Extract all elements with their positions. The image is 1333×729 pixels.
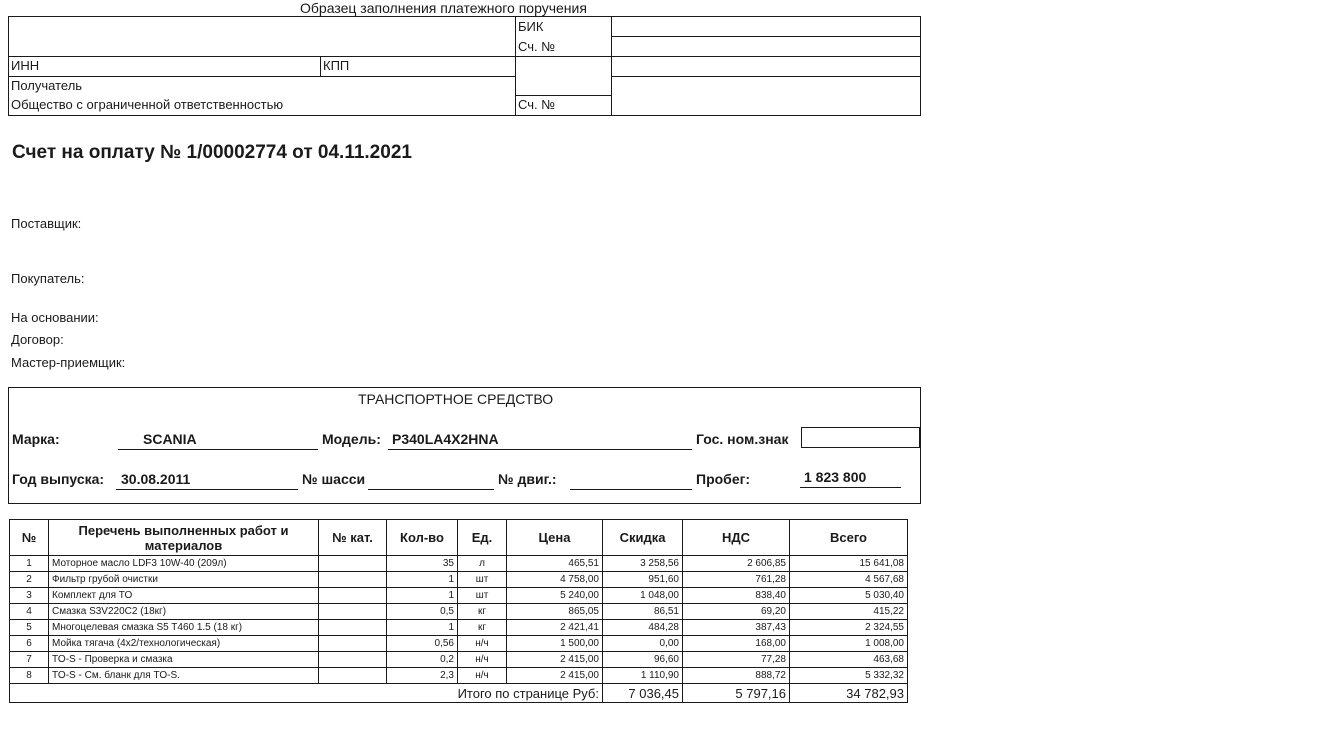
- row-discount: 96,60: [603, 652, 683, 668]
- row-total: 15 641,08: [790, 556, 908, 572]
- row-number: 4: [10, 604, 49, 620]
- row-catalog: [319, 668, 387, 684]
- col-number: №: [10, 520, 49, 556]
- engine-label: № двиг.:: [498, 471, 557, 487]
- row-number: 8: [10, 668, 49, 684]
- row-unit: кг: [458, 620, 507, 636]
- row-vat: 77,28: [683, 652, 790, 668]
- row-description: Комплект для ТО: [49, 588, 319, 604]
- table-row: [10, 620, 908, 636]
- master-label: Мастер-приемщик:: [11, 355, 126, 370]
- model-label: Модель:: [322, 431, 381, 447]
- row-quantity: 1: [387, 620, 458, 636]
- row-price: 2 415,00: [507, 668, 603, 684]
- chassis-label: № шасси: [302, 471, 366, 487]
- plate-label: Гос. ном.знак: [696, 431, 789, 447]
- row-price: 1 500,00: [507, 636, 603, 652]
- row-number: 5: [10, 620, 49, 636]
- row-discount: 1 048,00: [603, 588, 683, 604]
- total-sum: 34 782,93: [790, 684, 908, 703]
- table-row: [10, 668, 908, 684]
- row-vat: 2 606,85: [683, 556, 790, 572]
- row-unit: л: [458, 556, 507, 572]
- row-catalog: [319, 636, 387, 652]
- items-table: [9, 519, 908, 703]
- row-unit: шт: [458, 588, 507, 604]
- row-discount: 1 110,90: [603, 668, 683, 684]
- row-discount: 86,51: [603, 604, 683, 620]
- row-catalog: [319, 588, 387, 604]
- payment-sample-title: Образец заполнения платежного поручения: [300, 0, 587, 16]
- row-catalog: [319, 604, 387, 620]
- row-vat: 168,00: [683, 636, 790, 652]
- row-price: 4 758,00: [507, 572, 603, 588]
- recipient-label: Получатель: [11, 78, 83, 93]
- basis-label: На основании:: [11, 310, 99, 325]
- model-value: P340LA4X2HNA: [392, 431, 499, 447]
- row-description: Смазка S3V220C2 (18кг): [49, 604, 319, 620]
- contract-label: Договор:: [11, 332, 64, 347]
- row-number: 6: [10, 636, 49, 652]
- row-description: Мойка тягача (4x2/технологическая): [49, 636, 319, 652]
- mileage-value: 1 823 800: [804, 469, 867, 485]
- col-discount: Скидка: [603, 520, 683, 556]
- row-catalog: [319, 556, 387, 572]
- total-label: Итого по странице Руб:: [10, 684, 603, 703]
- row-quantity: 0,2: [387, 652, 458, 668]
- year-label: Год выпуска:: [12, 471, 105, 487]
- col-catalog: № кат.: [319, 520, 387, 556]
- row-quantity: 1: [387, 572, 458, 588]
- row-quantity: 0,56: [387, 636, 458, 652]
- row-total: 5 030,40: [790, 588, 908, 604]
- brand-label: Марка:: [12, 431, 60, 447]
- row-discount: 0,00: [603, 636, 683, 652]
- inn-label: ИНН: [11, 58, 40, 73]
- row-catalog: [319, 572, 387, 588]
- col-description: Перечень выполненных работ и материалов: [49, 520, 319, 556]
- col-total: Всего: [790, 520, 908, 556]
- row-vat: 761,28: [683, 572, 790, 588]
- supplier-label: Поставщик:: [11, 216, 82, 231]
- row-total: 463,68: [790, 652, 908, 668]
- row-number: 2: [10, 572, 49, 588]
- table-row: [10, 588, 908, 604]
- invoice-title: Счет на оплату № 1/00002774 от 04.11.2021: [12, 142, 412, 163]
- col-unit: Ед.: [458, 520, 507, 556]
- row-unit: кг: [458, 604, 507, 620]
- plate-value-box: [801, 427, 920, 448]
- row-total: 2 324,55: [790, 620, 908, 636]
- row-total: 5 332,32: [790, 668, 908, 684]
- account-label-2: Сч. №: [518, 97, 556, 112]
- table-row: [10, 572, 908, 588]
- row-number: 7: [10, 652, 49, 668]
- row-price: 465,51: [507, 556, 603, 572]
- row-vat: 888,72: [683, 668, 790, 684]
- bik-label: БИК: [518, 19, 544, 34]
- row-catalog: [319, 620, 387, 636]
- table-row: [10, 556, 908, 572]
- row-unit: н/ч: [458, 668, 507, 684]
- table-header-row: [10, 520, 908, 556]
- row-price: 2 421,41: [507, 620, 603, 636]
- row-discount: 951,60: [603, 572, 683, 588]
- row-description: Моторное масло LDF3 10W-40 (209л): [49, 556, 319, 572]
- row-catalog: [319, 652, 387, 668]
- recipient-company: Общество с ограниченной ответственностью: [11, 97, 284, 112]
- row-description: TO-S - См. бланк для TO-S.: [49, 668, 319, 684]
- row-discount: 484,28: [603, 620, 683, 636]
- buyer-label: Покупатель:: [11, 271, 85, 286]
- row-number: 3: [10, 588, 49, 604]
- row-description: TO-S - Проверка и смазка: [49, 652, 319, 668]
- row-number: 1: [10, 556, 49, 572]
- col-quantity: Кол-во: [387, 520, 458, 556]
- table-row: [10, 636, 908, 652]
- totals-row: [10, 684, 908, 703]
- col-price: Цена: [507, 520, 603, 556]
- row-quantity: 1: [387, 588, 458, 604]
- row-price: 5 240,00: [507, 588, 603, 604]
- row-vat: 387,43: [683, 620, 790, 636]
- row-total: 4 567,68: [790, 572, 908, 588]
- row-price: 865,05: [507, 604, 603, 620]
- row-quantity: 0,5: [387, 604, 458, 620]
- brand-value: SCANIA: [143, 431, 197, 447]
- row-vat: 69,20: [683, 604, 790, 620]
- row-unit: н/ч: [458, 636, 507, 652]
- kpp-label: КПП: [323, 58, 350, 73]
- account-label-1: Сч. №: [518, 39, 556, 54]
- total-vat: 5 797,16: [683, 684, 790, 703]
- row-total: 1 008,00: [790, 636, 908, 652]
- col-vat: НДС: [683, 520, 790, 556]
- row-quantity: 35: [387, 556, 458, 572]
- row-price: 2 415,00: [507, 652, 603, 668]
- mileage-label: Пробег:: [696, 471, 751, 487]
- row-vat: 838,40: [683, 588, 790, 604]
- row-unit: н/ч: [458, 652, 507, 668]
- total-discount: 7 036,45: [603, 684, 683, 703]
- vehicle-heading: ТРАНСПОРТНОЕ СРЕДСТВО: [358, 391, 554, 407]
- row-total: 415,22: [790, 604, 908, 620]
- row-unit: шт: [458, 572, 507, 588]
- table-row: [10, 604, 908, 620]
- row-quantity: 2,3: [387, 668, 458, 684]
- row-discount: 3 258,56: [603, 556, 683, 572]
- row-description: Фильтр грубой очистки: [49, 572, 319, 588]
- year-value: 30.08.2011: [121, 471, 191, 487]
- table-row: [10, 652, 908, 668]
- row-description: Многоцелевая смазка S5 T460 1.5 (18 кг): [49, 620, 319, 636]
